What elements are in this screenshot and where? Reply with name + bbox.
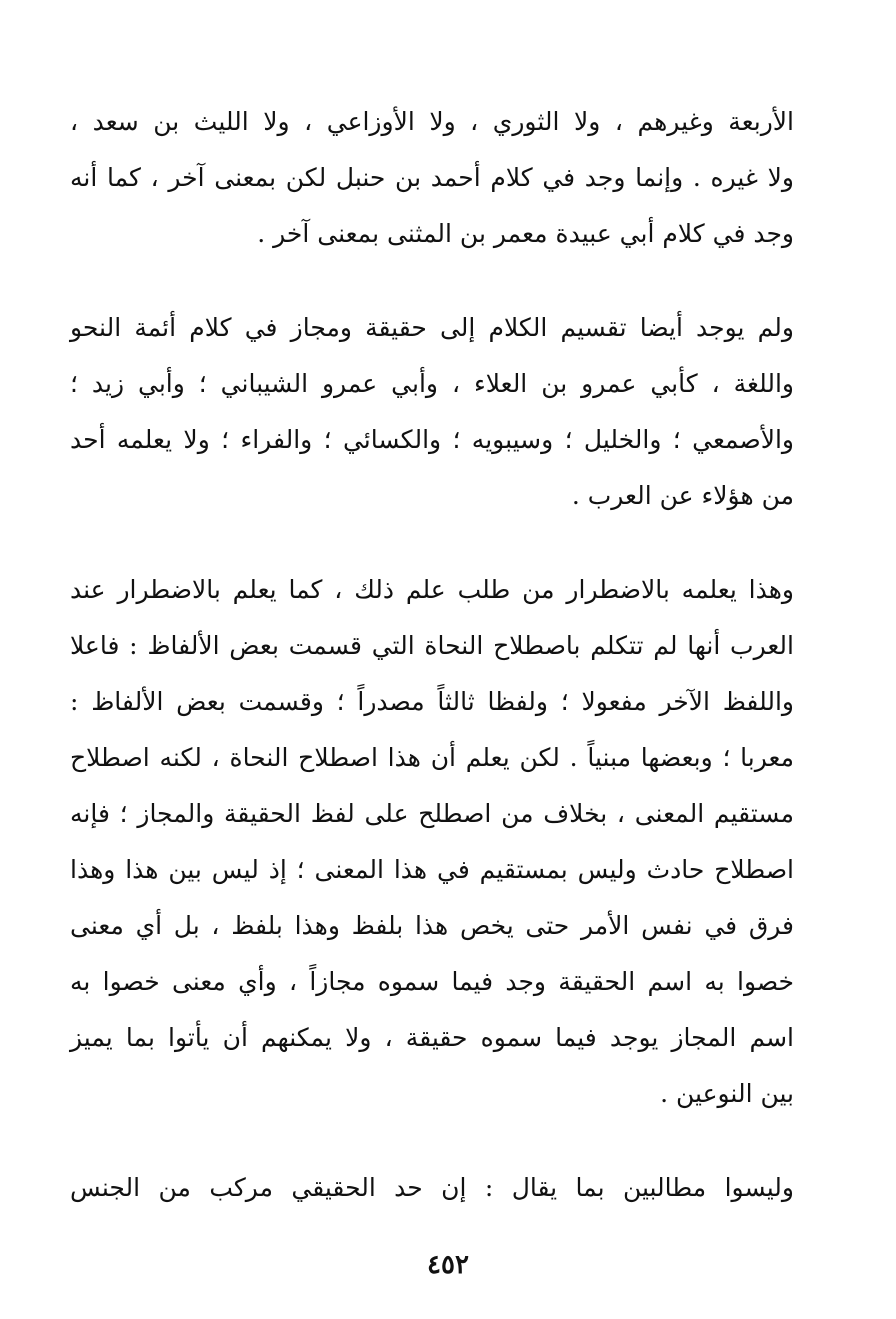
text-line: بين النوعين .	[660, 1079, 794, 1108]
page-number: ٤٥٢	[427, 1250, 469, 1280]
text-line: واللفظ الآخر مفعولا ؛ ولفظا ثالثاً مصدراً ؛ وقسمت بعض الألفاظ :	[70, 687, 794, 716]
text-line: الأربعة وغيرهم ، ولا الثوري ، ولا الأوزاعي ، ولا الليث بن سعد ،	[70, 107, 794, 136]
text-line: ولم يوجد أيضا تقسيم الكلام إلى حقيقة ومجاز في كلام أئمة النحو	[70, 313, 794, 342]
text-line: فرق في نفس الأمر حتى يخص هذا بلفظ وهذا بلفظ ، بل أي معنى	[70, 911, 794, 940]
text-line: خصوا به اسم الحقيقة وجد فيما سموه مجازاً ، وأي معنى خصوا به	[70, 967, 794, 996]
text-line: معربا ؛ وبعضها مبنياً . لكن يعلم أن هذا اصطلاح النحاة ، لكنه اصطلاح	[70, 743, 794, 772]
text-line: وجد في كلام أبي عبيدة معمر بن المثنى بمعنى آخر .	[257, 219, 794, 248]
text-line: وهذا يعلمه بالاضطرار من طلب علم ذلك ، كما يعلم بالاضطرار عند	[70, 575, 794, 604]
paragraph-3	[70, 562, 794, 1122]
text-line: ولا غيره . وإنما وجد في كلام أحمد بن حنبل لكن بمعنى آخر ، كما أنه	[70, 163, 794, 192]
paragraph-4	[70, 1160, 794, 1216]
text-line: والأصمعي ؛ والخليل ؛ وسيبويه ؛ والكسائي ؛ والفراء ؛ ولا يعلمه أحد	[70, 425, 794, 454]
text-line: مستقيم المعنى ، بخلاف من اصطلح على لفظ الحقيقة والمجاز ؛ فإنه	[70, 799, 794, 828]
text-line: واللغة ، كأبي عمرو بن العلاء ، وأبي عمرو الشيباني ؛ وأبي زيد ؛	[70, 369, 794, 398]
text-line: العرب أنها لم تتكلم باصطلاح النحاة التي قسمت بعض الألفاظ : فاعلا	[70, 631, 794, 660]
paragraph-1	[70, 94, 794, 262]
text-line: من هؤلاء عن العرب .	[571, 481, 794, 510]
text-line: اصطلاح حادث وليس بمستقيم في هذا المعنى ؛ إذ ليس بين هذا وهذا	[70, 855, 794, 884]
text-line: وليسوا مطالبين بما يقال : إن حد الحقيقي مركب من الجنس	[70, 1173, 794, 1202]
paragraph-2	[70, 300, 794, 524]
text-line: اسم المجاز يوجد فيما سموه حقيقة ، ولا يمكنهم أن يأتوا بما يميز	[70, 1023, 794, 1052]
